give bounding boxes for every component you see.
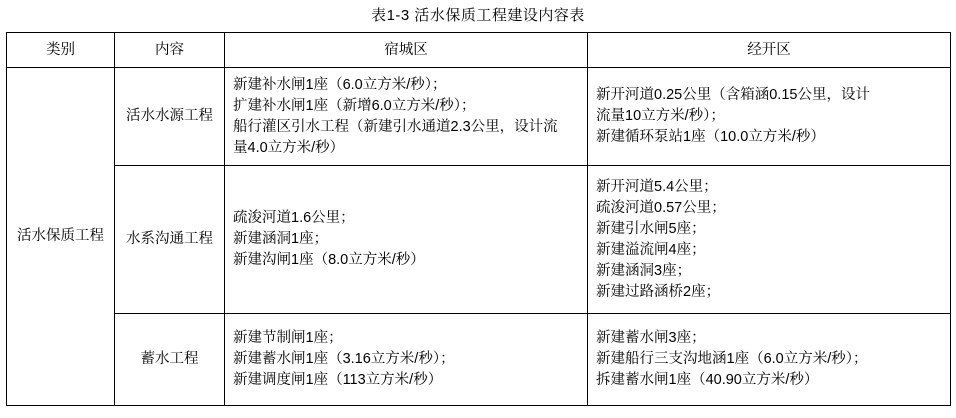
cell-sucheng-2 [225, 166, 588, 314]
text-line: 新建涵洞1座； [233, 231, 329, 247]
construction-content-table [6, 32, 951, 406]
text-line: 流量10立方米/秒）； [596, 108, 725, 124]
page-bottom-edge [0, 412, 956, 418]
cell-sucheng-1 [225, 68, 588, 166]
header-jingkai: 经开区 [588, 33, 951, 68]
text-line: 新建船行三支沟地涵1座（6.0立方米/秒）； [596, 351, 868, 367]
table-header-row [7, 33, 951, 68]
text-line: 新建蓄水闸1座（3.16立方米/秒）； [233, 351, 455, 367]
text-line: 船行灌区引水工程（新建引水通道2.3公里，设计流 [233, 118, 558, 135]
header-content: 内容 [115, 33, 225, 68]
text-line: 新建涵洞3座； [596, 262, 692, 279]
text-line: 新建循环泵站1座（10.0立方米/秒） [596, 129, 825, 145]
header-sucheng: 宿城区 [225, 33, 588, 68]
table-body [7, 68, 951, 406]
text-line: 量4.0立方米/秒） [233, 139, 345, 156]
text-line: 扩建补水闸1座（新增6.0立方米/秒）； [233, 97, 476, 114]
cell-category: 活水保质工程 [7, 68, 115, 406]
text-line: 新开河道0.25公里（含箱涵0.15公里，设计 [596, 87, 870, 103]
text-line: 新建补水闸1座（6.0立方米/秒）； [233, 76, 447, 93]
table-row [7, 68, 951, 166]
cell-sucheng-3 [225, 314, 588, 406]
text-line: 新建调度闸1座（113立方米/秒） [233, 372, 443, 388]
cell-jingkai-3 [588, 314, 951, 406]
text-line: 新建蓄水闸3座； [596, 330, 706, 346]
text-line: 新建节制闸1座； [233, 330, 343, 346]
text-line: 新建过路涵桥2座； [596, 283, 721, 300]
text-line: 新建沟闸1座（8.0立方米/秒） [233, 252, 425, 268]
table-row [7, 166, 951, 314]
cell-content-3: 蓄水工程 [115, 314, 225, 406]
text-line: 疏浚河道1.6公里； [233, 210, 355, 226]
text-line: 新建溢流闸4座； [596, 241, 706, 258]
cell-jingkai-1 [588, 68, 951, 166]
text-line: 拆建蓄水闸1座（40.90立方米/秒） [596, 372, 819, 388]
table-row [7, 314, 951, 406]
text-line: 新建引水闸5座； [596, 220, 706, 237]
cell-content-1: 活水水源工程 [115, 68, 225, 166]
cell-jingkai-2 [588, 166, 951, 314]
text-line: 疏浚河道0.57公里； [596, 199, 726, 216]
cell-content-2: 水系沟通工程 [115, 166, 225, 314]
text-line: 新开河道5.4公里； [596, 178, 718, 195]
table-caption: 表1-3 活水保质工程建设内容表 [371, 7, 585, 24]
table-header [7, 33, 951, 68]
header-category: 类别 [7, 33, 115, 68]
